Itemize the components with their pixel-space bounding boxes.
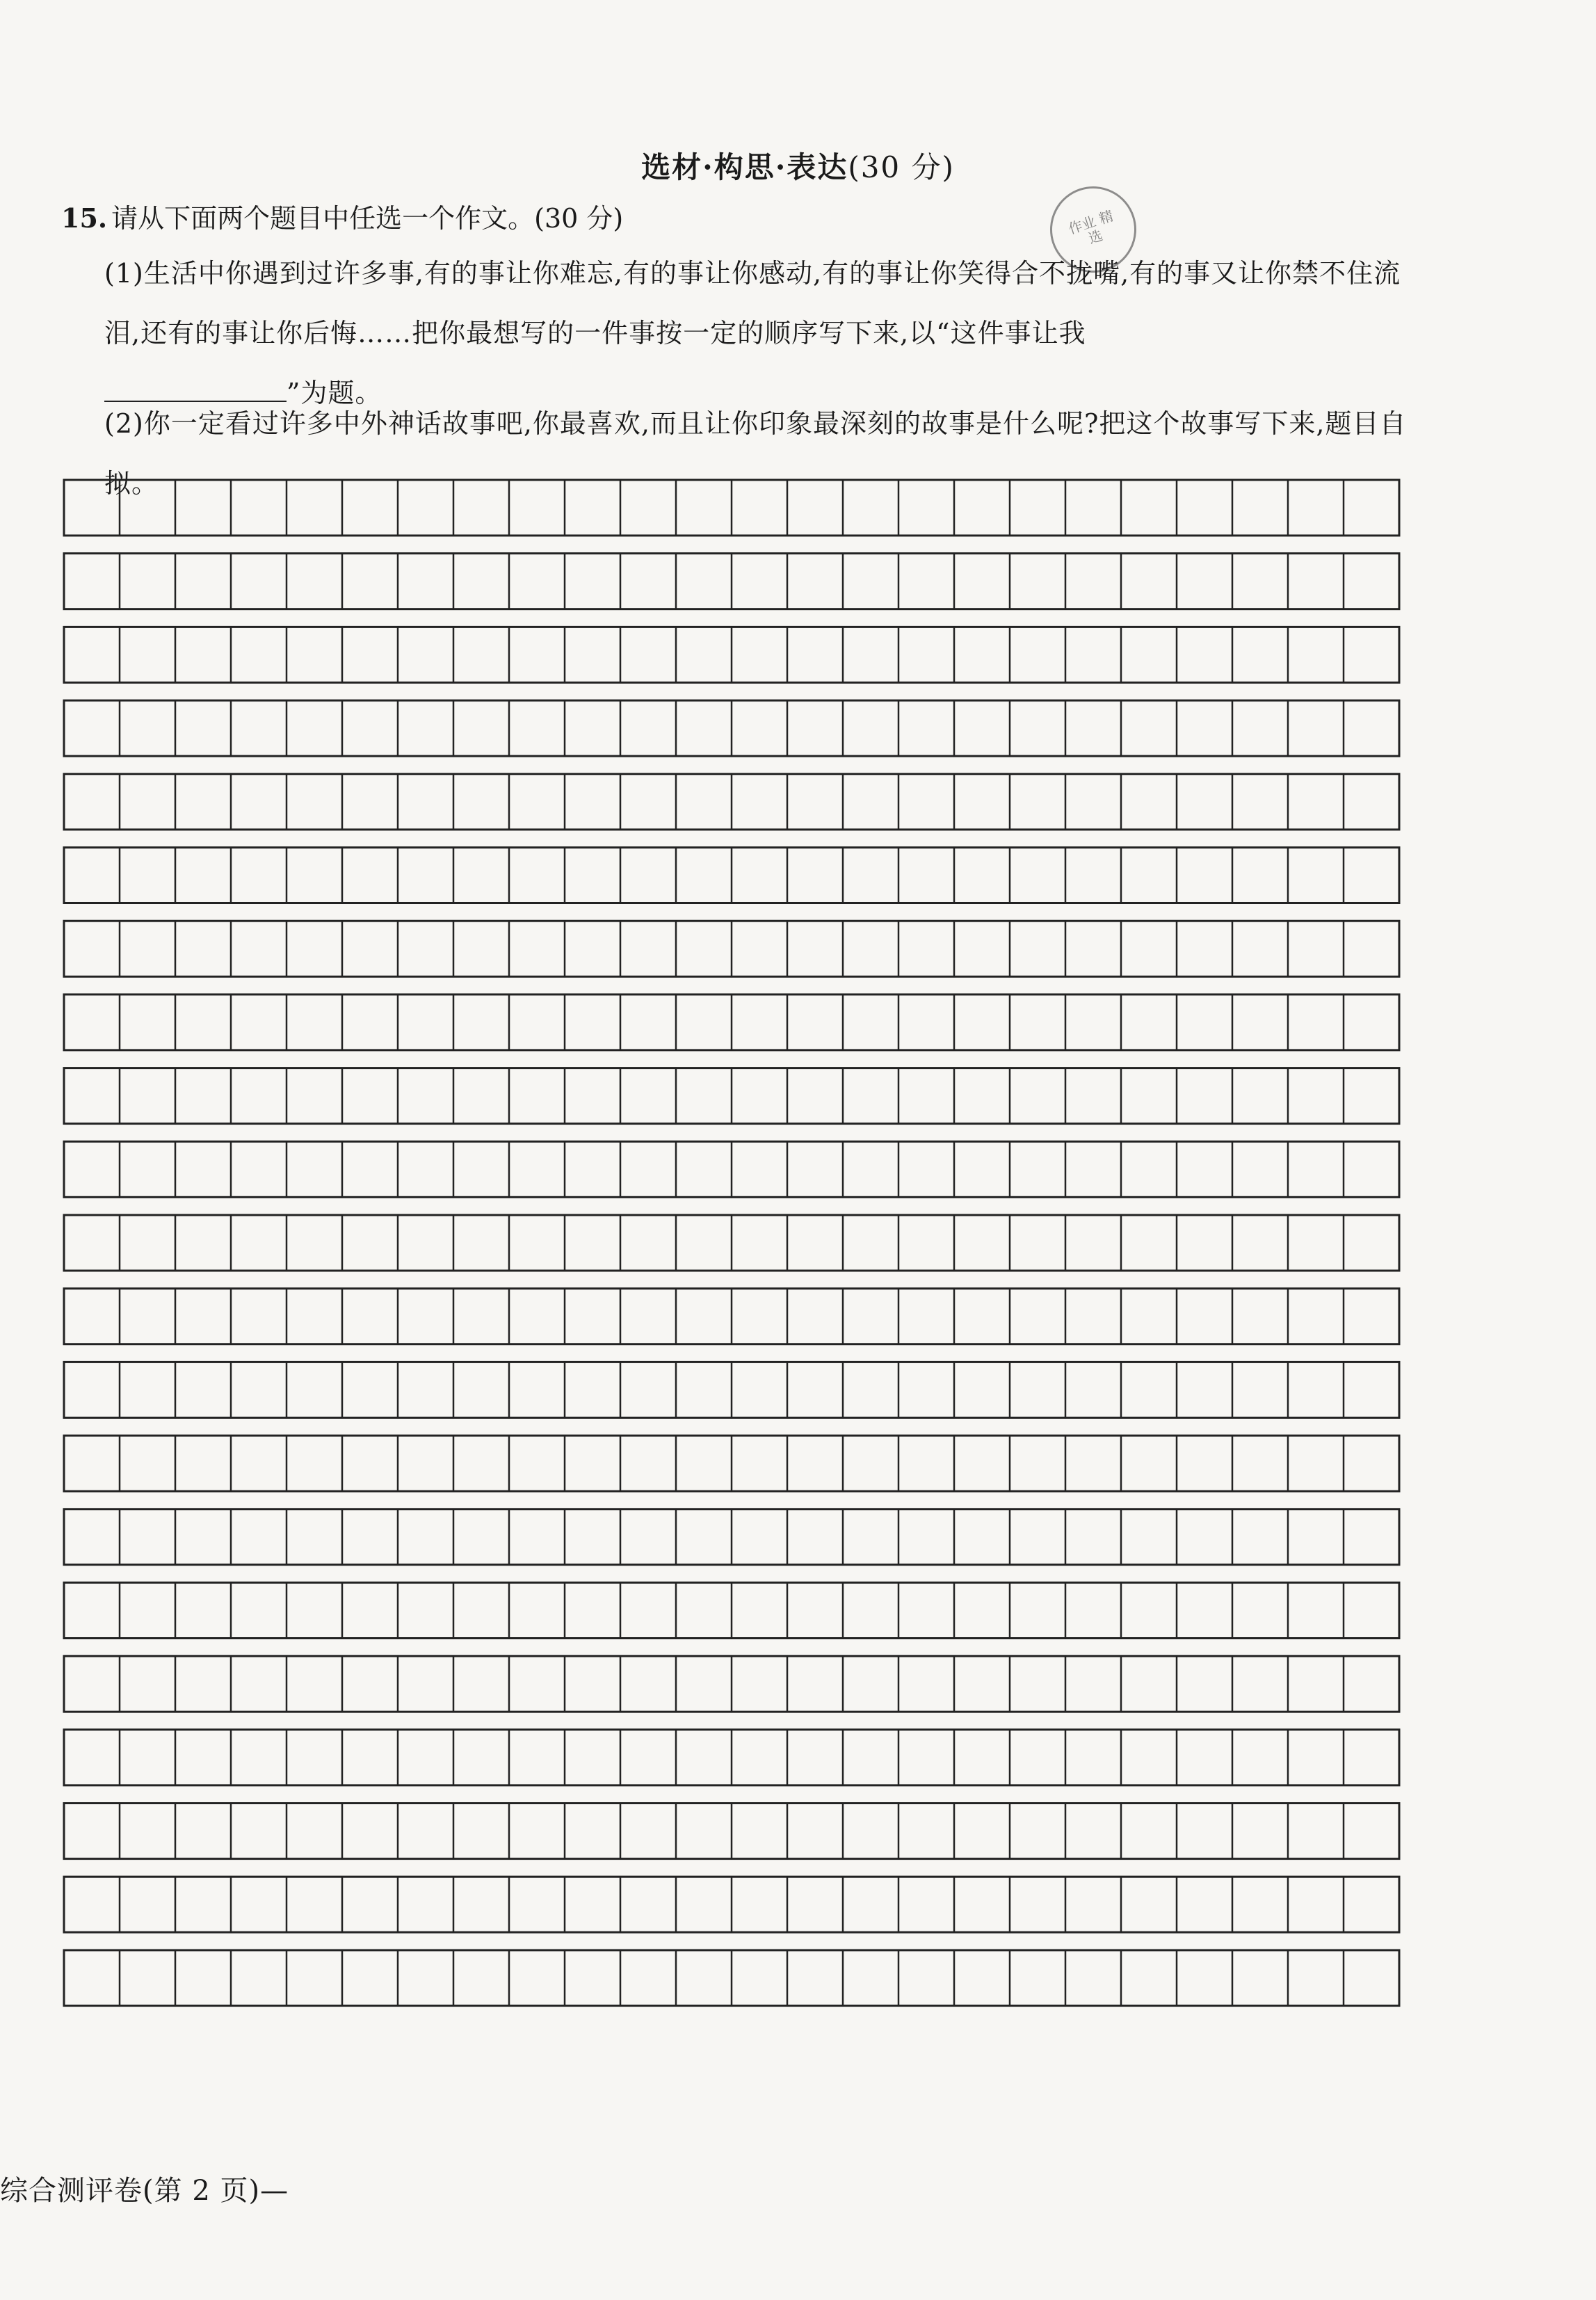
grid-row[interactable] (64, 554, 1399, 609)
grid-row[interactable] (64, 1362, 1399, 1417)
grid-row[interactable] (64, 627, 1399, 682)
grid-row[interactable] (64, 1730, 1399, 1785)
footer (0, 2169, 289, 2208)
grid-row[interactable] (64, 1509, 1399, 1565)
footer-text: 综合测评卷(第 2 页)— (0, 2175, 289, 2207)
grid-row[interactable] (64, 1436, 1399, 1491)
option-1-text-b: ”为题。 (287, 378, 382, 408)
question-text: 请从下面两个题目中任选一个作文。(30 分) (111, 203, 624, 234)
grid-row[interactable] (64, 1950, 1399, 2006)
grid-row[interactable] (64, 1289, 1399, 1344)
grid-row[interactable] (64, 480, 1399, 536)
grid-row[interactable] (64, 1656, 1399, 1712)
stamp-text: 作业 精选 (1066, 207, 1115, 247)
section-title-text: 选材·构思·表达 (641, 150, 848, 184)
grid-row[interactable] (64, 995, 1399, 1050)
grid-row[interactable] (64, 700, 1399, 756)
grid-row[interactable] (64, 921, 1399, 976)
question-number: 15. (61, 202, 108, 234)
grid-row[interactable] (64, 1141, 1399, 1197)
grid-row[interactable] (64, 1803, 1399, 1859)
option-1-text-a: (1)生活中你遇到过许多事,有的事让你难忘,有的事让你感动,有的事让你笑得合不拢嘴,有的事又让你禁不住流泪,还有的事让你后悔……把你最想写的一件事按一定的顺序写下来,以“这件事让我 (104, 258, 1401, 348)
grid-row[interactable] (64, 1876, 1399, 1932)
grid-row[interactable] (64, 1068, 1399, 1124)
section-points: (30 分) (848, 150, 955, 184)
grid-row[interactable] (64, 1215, 1399, 1271)
grid-row[interactable] (64, 774, 1399, 830)
grid-row[interactable] (64, 848, 1399, 903)
grid-row[interactable] (64, 1583, 1399, 1639)
option-2-text: (2)你一定看过许多中外神话故事吧,你最喜欢,而且让你印象最深刻的故事是什么呢?把这个故事写下来,题目自拟。 (104, 408, 1407, 499)
